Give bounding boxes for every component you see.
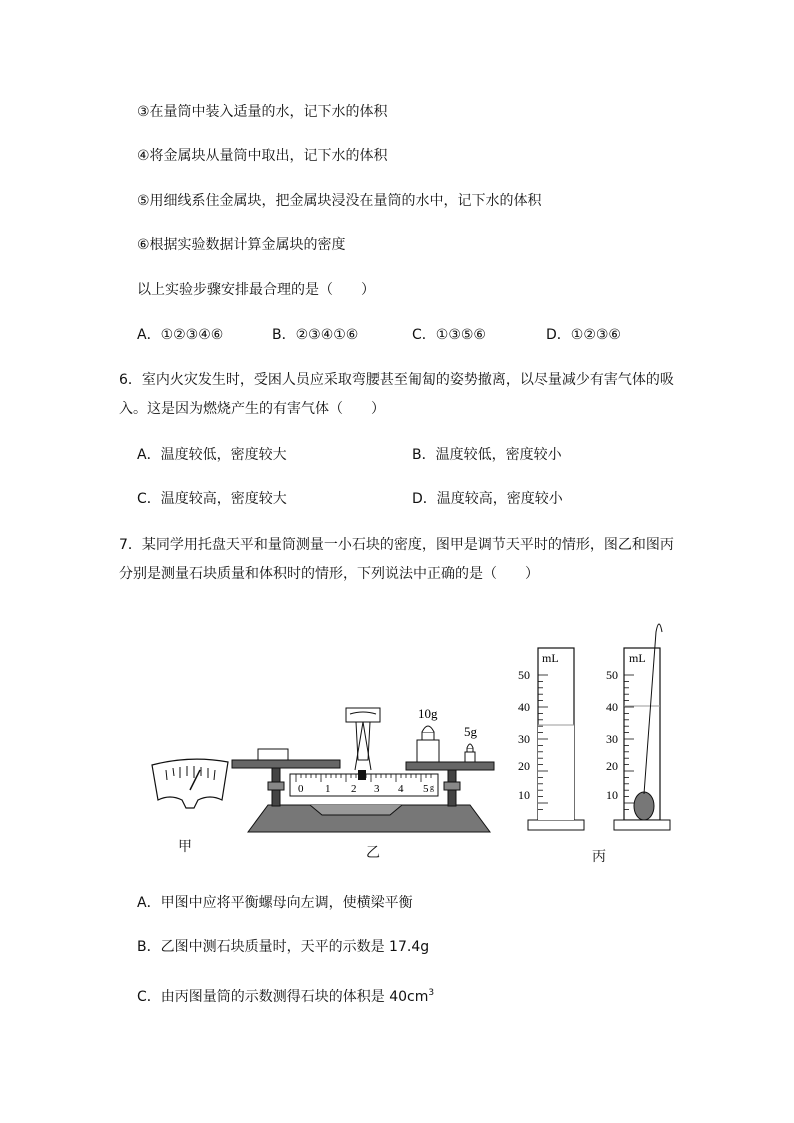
q6-option-c: C．温度较高，密度较大 (137, 491, 287, 507)
figure-bing-cylinder-1 (528, 648, 584, 830)
q5-option-d: D．①②③⑥ (546, 327, 621, 343)
weight-5g-label: 5g (464, 724, 477, 739)
scale-tick-0: 0 (298, 783, 304, 795)
q6-option-a: A．温度较低，密度较大 (137, 447, 287, 463)
q7-option-c (137, 983, 434, 1007)
q5-option-a: A．①②③④⑥ (137, 327, 224, 343)
cylinder-2-tick-40: 40 (606, 700, 618, 714)
cylinder-1-unit: mL (542, 651, 559, 665)
cylinder-2-tick-10: 10 (606, 788, 618, 802)
scale-tick-1: 1 (325, 783, 331, 795)
cylinder-1-tick-30: 30 (518, 732, 530, 746)
step-4: ④将金属块从量筒中取出，记下水的体积 (137, 148, 388, 164)
q5-option-b: B．②③④①⑥ (272, 327, 359, 343)
step-5: ⑤用细线系住金属块，把金属块浸没在量筒的水中，记下水的体积 (137, 193, 542, 209)
q7-figure (140, 610, 680, 870)
cylinder-1-tick-20: 20 (518, 759, 530, 773)
cylinder-1-tick-40: 40 (518, 700, 530, 714)
scale-tick-4: 4 (398, 783, 404, 795)
q7-option-c-text: C．由丙图量筒的示数测得石块的体积是 40cm (137, 989, 429, 1005)
figure-jia-pointer-plate (152, 759, 228, 808)
cylinder-2-tick-30: 30 (606, 732, 618, 746)
q6-stem-line2: 入。这是因为燃烧产生的有害气体（ ） (119, 401, 385, 417)
cylinder-2-tick-20: 20 (606, 759, 618, 773)
scale-tick-3: 3 (374, 783, 380, 795)
cylinder-2-unit: mL (629, 651, 646, 665)
q6-option-b: B．温度较低，密度较小 (412, 447, 562, 463)
scale-unit: g (430, 783, 434, 792)
q5-option-c: C．①③⑤⑥ (412, 327, 486, 343)
q7-stem-line1: 7．某同学用托盘天平和量筒测量一小石块的密度，图甲是调节天平时的情形，图乙和图丙 (119, 537, 674, 553)
q7-option-c-superscript: 3 (428, 988, 435, 998)
step-3: ③在量筒中装入适量的水，记下水的体积 (137, 104, 388, 120)
step-6: ⑥根据实验数据计算金属块的密度 (137, 237, 346, 253)
figure-label-yi: 乙 (366, 845, 380, 861)
q7-option-a: A．甲图中应将平衡螺母向左调，使横梁平衡 (137, 895, 413, 911)
q6-option-d: D．温度较高，密度较小 (412, 491, 563, 507)
cylinder-1-tick-50: 50 (518, 668, 530, 682)
figure-label-jia: 甲 (178, 839, 192, 855)
cylinder-1-tick-10: 10 (518, 788, 530, 802)
figure-yi-balance (232, 708, 494, 832)
scale-tick-2: 2 (351, 783, 357, 795)
q7-option-b: B．乙图中测石块质量时，天平的示数是 17.4g (137, 939, 430, 955)
cylinder-2-tick-50: 50 (606, 668, 618, 682)
scale-tick-5: 5 (423, 783, 429, 795)
q5-stem: 以上实验步骤安排最合理的是（ ） (137, 282, 375, 298)
q6-stem-line1: 6．室内火灾发生时，受困人员应采取弯腰甚至匍匐的姿势撤离，以尽量减少有害气体的吸 (119, 372, 674, 388)
q7-stem-line2: 分别是测量石块质量和体积时的情形，下列说法中正确的是（ ） (119, 566, 539, 582)
weight-10g-label: 10g (418, 706, 438, 721)
figure-label-bing: 丙 (592, 849, 606, 865)
